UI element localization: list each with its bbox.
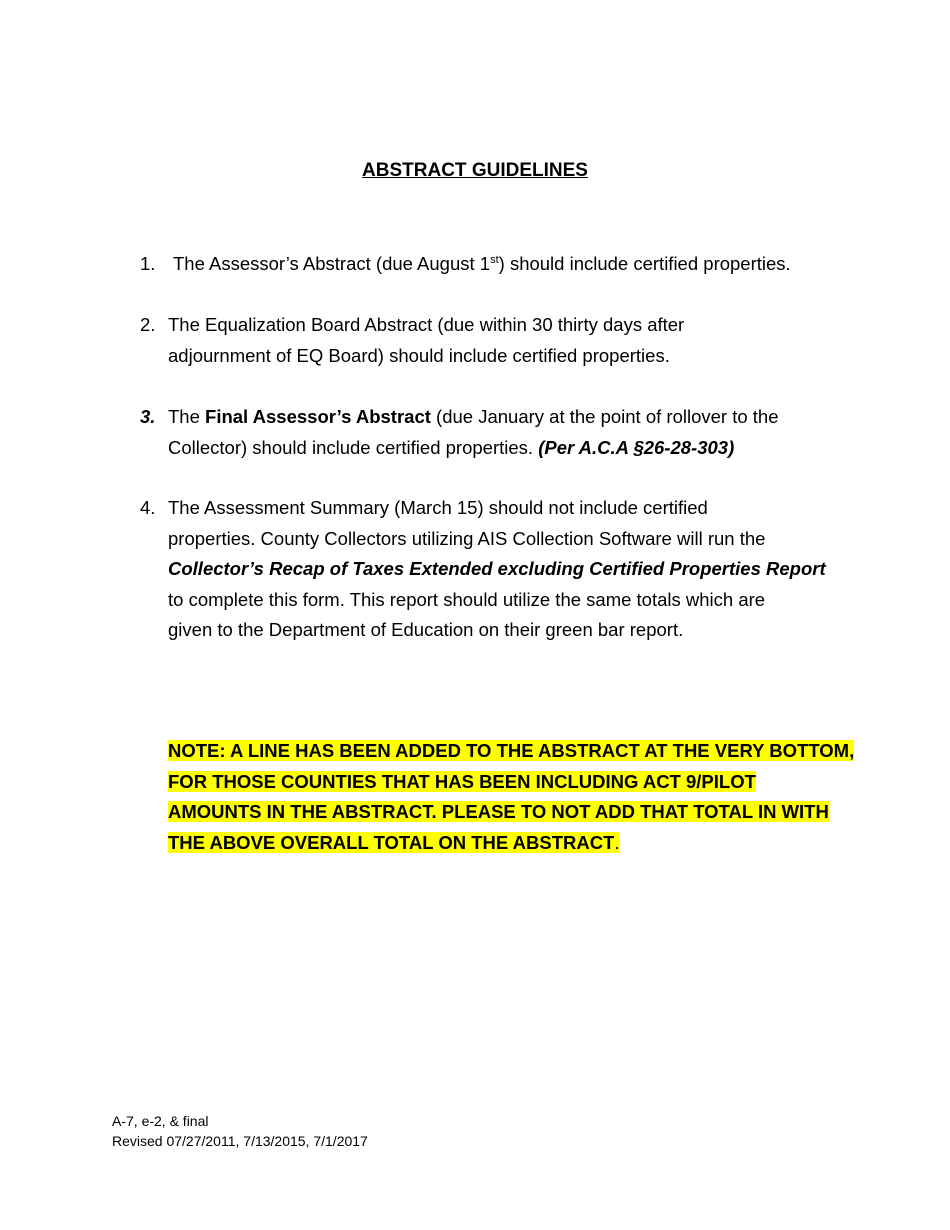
list-item-number: 3.	[140, 406, 156, 427]
highlighted-note	[168, 736, 858, 858]
item-4-line-2: properties. County Collectors utilizing AIS Collection Software will run the	[168, 527, 766, 549]
list-item-number: 1.	[140, 253, 156, 274]
list-item-number: 2.	[140, 314, 156, 335]
item-3-citation: (Per A.C.A §26-28-303)	[538, 436, 735, 458]
footer-revision-dates: Revised 07/27/2011, 7/13/2015, 7/1/2017	[112, 1132, 368, 1149]
item-3-line-2	[168, 433, 860, 464]
item-1-superscript: st	[490, 254, 499, 266]
item-4-line-5: given to the Department of Education on their green bar report.	[168, 619, 684, 640]
note-trailing-period: .	[614, 831, 620, 853]
list-item-number: 4.	[140, 497, 156, 518]
item-1-text-before: The Assessor’s Abstract (due August 1	[173, 253, 491, 274]
item-2-line-1: The Equalization Board Abstract (due within 30 thirty days after	[168, 314, 685, 335]
note-line-3: AMOUNTS IN THE ABSTRACT. PLEASE TO NOT ADD THAT TOTAL IN WITH	[168, 801, 829, 822]
item-3-line-1	[168, 402, 860, 433]
item-3-bold-title: Final Assessor’s Abstract	[205, 406, 431, 427]
revision-footer	[112, 1112, 368, 1151]
item-2-line-2: adjournment of EQ Board) should include certified properties.	[168, 344, 670, 366]
list-item-text	[173, 249, 860, 280]
note-line-2: FOR THOSE COUNTIES THAT HAS BEEN INCLUDING ACT 9/PILOT	[168, 770, 756, 792]
list-item-2	[140, 310, 860, 371]
list-item-4	[140, 493, 860, 646]
item-4-report-name: Collector’s Recap of Taxes Extended excluding Certified Properties Report	[168, 558, 826, 579]
page-title: ABSTRACT GUIDELINES	[362, 160, 588, 181]
note-line-1: NOTE: A LINE HAS BEEN ADDED TO THE ABSTRACT AT THE VERY BOTTOM,	[168, 740, 855, 761]
item-1-text-after: ) should include certified properties.	[498, 253, 791, 274]
list-item-1	[140, 249, 860, 280]
item-4-line-1: The Assessment Summary (March 15) should not include certified	[168, 497, 708, 518]
item-3-lead: The	[168, 406, 206, 427]
list-item-3	[140, 402, 860, 463]
footer-form-codes: A-7, e-2, & final	[112, 1113, 209, 1129]
note-line-4: THE ABOVE OVERALL TOTAL ON THE ABSTRACT	[168, 831, 615, 853]
item-3-line-2-text: Collector) should include certified properties.	[168, 436, 539, 458]
item-3-line-1-rest: (due January at the point of rollover to the	[430, 406, 779, 427]
item-4-line-4: to complete this form. This report should utilize the same totals which are	[168, 588, 766, 610]
